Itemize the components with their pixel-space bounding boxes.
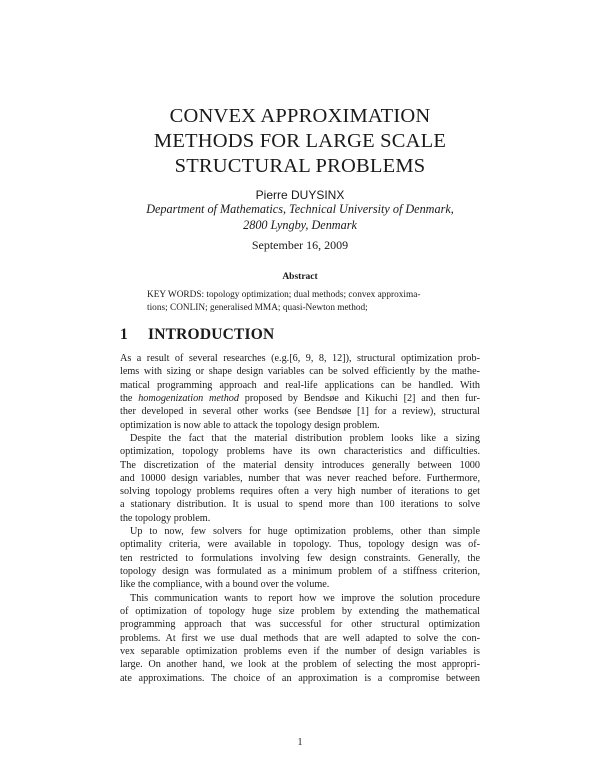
body-line: large. On another hand, we look at the problem of selecting the most appropri- <box>120 659 480 671</box>
section-title: INTRODUCTION <box>148 326 275 343</box>
publication-date: September 16, 2009 <box>251 238 349 252</box>
body-line: vex separable optimization problems even if the number of design variables is <box>120 645 480 657</box>
author-affiliation <box>60 201 540 233</box>
body-line: solving topology problems requires often a very high number of iterations to get <box>120 486 480 498</box>
body-line: of optimization of topology huge size problem by extending the mathematical <box>120 605 480 617</box>
section-number: 1 <box>120 326 128 343</box>
paper-title <box>60 104 540 179</box>
title-line: STRUCTURAL PROBLEMS <box>174 155 426 177</box>
body-line: optimality criteria, were available in topology. Thus, topology design was of- <box>120 539 480 551</box>
body-text <box>120 352 480 685</box>
body-line: As a result of several researches (e.g.[6, 9, 8, 12]), structural optimization prob- <box>120 353 480 364</box>
body-line: ate approximations. The choice of an approximation is a compromise between <box>120 672 480 684</box>
body-line: ther developed in several other works (see Bendsøe [1] for a review), structural <box>120 406 480 418</box>
body-line: This communication wants to report how we improve the solution procedure <box>130 592 480 604</box>
body-line: Up to now, few solvers for huge optimization problems, other than simple <box>130 526 480 538</box>
abstract-body <box>147 289 453 314</box>
body-line: like the compliance, with a bound over the volume. <box>120 579 330 591</box>
emphasis-text: homogenization method <box>138 392 239 404</box>
body-line: problems. At first we use dual methods that are well adapted to solve the con- <box>120 632 480 644</box>
body-text-fragment: proposed by Bendsøe and Kikuchi [2] and then fur- <box>239 392 480 404</box>
body-line: programming approach that was successful for other structural optimization <box>120 619 480 631</box>
body-line: optimization, topology problems have its own characteristics and difficulties. <box>120 446 480 458</box>
body-line-with-emphasis <box>120 392 480 405</box>
body-text-fragment: the <box>120 392 139 404</box>
body-line: and 10000 design variables, number that was never reached before. Furthermore, <box>120 472 480 484</box>
page-number: 1 <box>297 737 303 748</box>
abstract-line: tions; CONLIN; generalised MMA; quasi-Newton method; <box>147 302 368 313</box>
body-line: a stationary distribution. It is usual to spend more than 100 iterations to solve <box>120 499 480 511</box>
section-heading <box>120 326 274 344</box>
affiliation-line: Department of Mathematics, Technical University of Denmark, <box>146 202 454 216</box>
body-line: ten restricted to formulations involving few design constraints. Generally, the <box>120 552 480 564</box>
title-line: CONVEX APPROXIMATION <box>169 105 431 127</box>
body-line: optimization is now able to attack the topology design problem. <box>120 419 380 431</box>
abstract-line: KEY WORDS: topology optimization; dual methods; convex approxima- <box>147 290 421 300</box>
body-line: Despite the fact that the material distribution problem looks like a sizing <box>130 432 480 444</box>
body-line: The discretization of the material density introduces generally between 1000 <box>120 459 480 471</box>
body-line: matical programming approach and real-life applications can be handled. With <box>120 379 480 391</box>
body-line: topology design was formulated as a minimum problem of a stiffness criterion, <box>120 566 480 577</box>
body-line: the topology problem. <box>120 512 211 524</box>
affiliation-line: 2800 Lyngby, Denmark <box>243 218 357 232</box>
author-name: Pierre DUYSINX <box>255 188 345 202</box>
body-line: lems with sizing or shape design variables can be solved efficiently by the mathe- <box>120 366 480 378</box>
abstract-heading: Abstract <box>282 272 318 282</box>
title-line: METHODS FOR LARGE SCALE <box>153 130 447 152</box>
